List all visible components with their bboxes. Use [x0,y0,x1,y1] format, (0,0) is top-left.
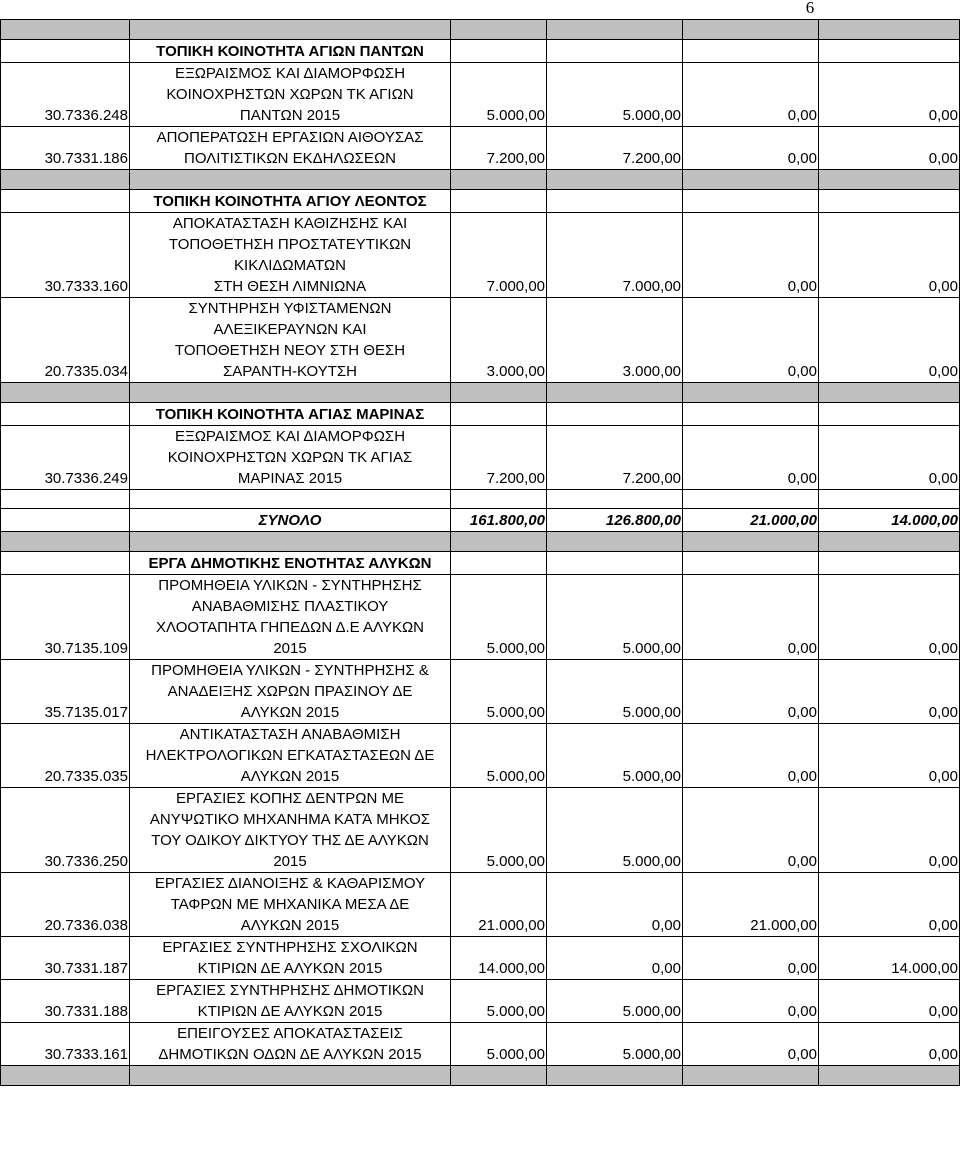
budget-item-row [1,63,960,127]
budget-table [0,19,960,1086]
budget-item-row [1,937,960,980]
account-code: 30.7331.186 [1,127,130,170]
amount-1: 21.000,00 [451,873,547,937]
account-code: 20.7335.035 [1,724,130,788]
empty-cell [683,190,819,213]
item-description [130,426,451,490]
separator-row [1,1066,960,1086]
amount-2: 7.000,00 [547,213,683,298]
total-amount-1: 161.800,00 [451,509,547,532]
budget-table-body [1,20,960,1086]
account-code: 20.7335.034 [1,298,130,383]
empty-cell [547,1066,683,1086]
description-line: ΕΡΓΑΣΙΕΣ ΣΥΝΤΗΡΗΣΗΣ ΣΧΟΛΙΚΩΝ [162,939,418,956]
page-number: 6 [805,0,815,17]
budget-item-row [1,213,960,298]
amount-4: 0,00 [819,873,960,937]
item-description [130,298,451,383]
amount-3: 0,00 [683,575,819,660]
amount-4: 14.000,00 [819,937,960,980]
amount-2: 5.000,00 [547,788,683,873]
empty-cell [451,40,547,63]
description-line: ΑΝΥΨΩΤΙΚΟ ΜΗΧΑΝΗΜΑ ΚΑΤΆ ΜΗΚΟΣ [149,811,431,828]
account-code: 30.7336.250 [1,788,130,873]
account-code: 30.7333.160 [1,213,130,298]
section-header-row [1,190,960,213]
description-line: ΔΗΜΟΤΙΚΩΝ ΟΔΩΝ ΔΕ ΑΛΥΚΩΝ 2015 [158,1046,422,1063]
amount-2: 5.000,00 [547,575,683,660]
amount-1: 5.000,00 [451,788,547,873]
budget-item-row [1,298,960,383]
empty-cell [683,20,819,40]
blank-row [1,490,960,509]
empty-cell [819,40,960,63]
amount-2: 7.200,00 [547,426,683,490]
description-line: ΕΞΩΡΑΙΣΜΟΣ ΚΑΙ ΔΙΑΜΟΡΦΩΣΗ [174,65,406,82]
empty-cell [547,190,683,213]
amount-1: 5.000,00 [451,980,547,1023]
description-line: ΣΑΡΑΝΤΗ-ΚΟΥΤΣΗ [223,363,357,380]
total-amount-2: 126.800,00 [547,509,683,532]
empty-cell [683,552,819,575]
empty-cell [819,190,960,213]
description-line: ΠΡΟΜΗΘΕΙΑ ΥΛΙΚΩΝ - ΣΥΝΤΗΡΗΣΗΣ & [151,662,429,679]
item-description [130,1023,451,1066]
amount-4: 0,00 [819,980,960,1023]
empty-cell [547,490,683,509]
empty-cell [130,20,451,40]
amount-3: 0,00 [683,1023,819,1066]
amount-2: 5.000,00 [547,724,683,788]
amount-3: 0,00 [683,127,819,170]
separator-row [1,532,960,552]
budget-item-row [1,426,960,490]
amount-1: 7.200,00 [451,426,547,490]
description-line: ΗΛΕΚΤΡΟΛΟΓΙΚΩΝ ΕΓΚΑΤΑΣΤΑΣΕΩΝ ΔΕ [145,747,435,764]
empty-cell [1,20,130,40]
account-code: 30.7331.188 [1,980,130,1023]
empty-cell [1,1066,130,1086]
description-line: ΑΝΑΔΕΙΞΗΣ ΧΩΡΩΝ ΠΡΑΣΙΝΟΥ ΔΕ [167,683,413,700]
empty-cell [1,552,130,575]
description-line: ΑΝΤΙΚΑΤΑΣΤΑΣΗ ΑΝΑΒΑΘΜΙΣΗ [179,726,401,743]
empty-cell [451,1066,547,1086]
amount-2: 5.000,00 [547,660,683,724]
budget-item-row [1,724,960,788]
description-line: ΣΥΝΤΗΡΗΣΗ ΥΦΙΣΤΑΜΕΝΩΝ [188,300,392,317]
section-title: ΤΟΠΙΚΗ ΚΟΙΝΟΤΗΤΑ ΑΓΙΩΝ ΠΑΝΤΩΝ [130,40,451,63]
account-code: 20.7336.038 [1,873,130,937]
item-description [130,127,451,170]
amount-3: 0,00 [683,426,819,490]
item-description [130,213,451,298]
amount-4: 0,00 [819,724,960,788]
empty-cell [683,532,819,552]
amount-1: 5.000,00 [451,660,547,724]
description-line: ΧΛΟΟΤΑΠΗΤΑ ΓΗΠΕΔΩΝ Δ.Ε ΑΛΥΚΩΝ [156,619,424,636]
amount-4: 0,00 [819,426,960,490]
account-code: 30.7135.109 [1,575,130,660]
total-label: ΣΥΝΟΛΟ [130,509,451,532]
amount-2: 5.000,00 [547,1023,683,1066]
description-line: ΑΝΑΒΑΘΜΙΣΗΣ ΠΛΑΣΤΙΚΟΥ [191,598,389,615]
empty-cell [683,383,819,403]
amount-4: 0,00 [819,575,960,660]
empty-cell [451,170,547,190]
empty-cell [819,403,960,426]
amount-4: 0,00 [819,788,960,873]
description-line: ΑΛΕΞΙΚΕΡΑΥΝΩΝ ΚΑΙ [213,321,367,338]
empty-cell [1,40,130,63]
description-line: ΚΟΙΝΟΧΡΗΣΤΩΝ ΧΩΡΩΝ ΤΚ ΑΓΙΩΝ [166,86,414,103]
item-description [130,788,451,873]
budget-item-row [1,873,960,937]
description-line: ΕΡΓΑΣΙΕΣ ΚΟΠΗΣ ΔΕΝΤΡΩΝ ΜΕ [175,790,404,807]
empty-cell [683,1066,819,1086]
description-line: ΚΤΙΡΙΩΝ ΔΕ ΑΛΥΚΩΝ 2015 [197,1003,383,1020]
empty-cell [819,383,960,403]
amount-1: 14.000,00 [451,937,547,980]
budget-item-row [1,1023,960,1066]
empty-cell [451,20,547,40]
section-title: ΤΟΠΙΚΗ ΚΟΙΝΟΤΗΤΑ ΑΓΙΟΥ ΛΕΟΝΤΟΣ [130,190,451,213]
description-line: ΤΟΥ ΟΔΙΚΟΥ ΔΙΚΤΥΟΥ ΤΗΣ ΔΕ ΑΛΥΚΩΝ [151,832,429,849]
amount-3: 0,00 [683,788,819,873]
amount-3: 0,00 [683,937,819,980]
empty-cell [451,552,547,575]
item-description [130,873,451,937]
empty-cell [819,1066,960,1086]
empty-cell [819,552,960,575]
amount-1: 3.000,00 [451,298,547,383]
separator-row [1,170,960,190]
empty-cell [1,403,130,426]
account-code: 30.7336.249 [1,426,130,490]
section-header-row [1,40,960,63]
description-line: ΑΠΟΠΕΡΑΤΩΣΗ ΕΡΓΑΣΙΩΝ ΑΙΘΟΥΣΑΣ [156,129,424,146]
amount-1: 5.000,00 [451,1023,547,1066]
description-line: ΤΟΠΟΘΕΤΗΣΗ ΝΕΟΥ ΣΤΗ ΘΕΣΗ [174,342,406,359]
description-line: ΠΡΟΜΗΘΕΙΑ ΥΛΙΚΩΝ - ΣΥΝΤΗΡΗΣΗΣ [158,577,422,594]
amount-2: 5.000,00 [547,980,683,1023]
empty-cell [1,383,130,403]
section-title: ΕΡΓΑ ΔΗΜΟΤΙΚΗΣ ΕΝΟΤΗΤΑΣ ΑΛΥΚΩΝ [130,552,451,575]
description-line: ΕΡΓΑΣΙΕΣ ΣΥΝΤΗΡΗΣΗΣ ΔΗΜΟΤΙΚΩΝ [156,982,424,999]
item-description [130,63,451,127]
empty-cell [819,20,960,40]
total-amount-4: 14.000,00 [819,509,960,532]
description-line: ΕΡΓΑΣΙΕΣ ΔΙΑΝΟΙΞΗΣ & ΚΑΘΑΡΙΣΜΟΥ [154,875,426,892]
item-description [130,575,451,660]
empty-cell [1,190,130,213]
description-line: ΚΤΙΡΙΩΝ ΔΕ ΑΛΥΚΩΝ 2015 [197,960,383,977]
empty-cell [1,490,130,509]
amount-3: 0,00 [683,213,819,298]
amount-2: 7.200,00 [547,127,683,170]
amount-2: 0,00 [547,873,683,937]
empty-cell [547,40,683,63]
item-description [130,980,451,1023]
description-line: ΕΞΩΡΑΙΣΜΟΣ ΚΑΙ ΔΙΑΜΟΡΦΩΣΗ [174,428,406,445]
empty-cell [683,170,819,190]
section-title: ΤΟΠΙΚΗ ΚΟΙΝΟΤΗΤΑ ΑΓΙΑΣ ΜΑΡΙΝΑΣ [130,403,451,426]
empty-cell [130,490,451,509]
description-line: 2015 [273,640,307,657]
account-code: 30.7333.161 [1,1023,130,1066]
separator-row [1,383,960,403]
empty-cell [683,40,819,63]
amount-3: 21.000,00 [683,873,819,937]
description-line: ΤΑΦΡΩΝ ΜΕ ΜΗΧΑΝΙΚΑ ΜΕΣΑ ΔΕ [170,896,410,913]
amount-3: 0,00 [683,63,819,127]
empty-cell [547,403,683,426]
empty-cell [130,170,451,190]
description-line: ΑΛΥΚΩΝ 2015 [240,704,340,721]
empty-cell [1,509,130,532]
amount-3: 0,00 [683,660,819,724]
account-code: 30.7331.187 [1,937,130,980]
amount-4: 0,00 [819,63,960,127]
description-line: ΠΟΛΙΤΙΣΤΙΚΩΝ ΕΚΔΗΛΩΣΕΩΝ [184,150,396,167]
empty-cell [451,490,547,509]
empty-cell [547,383,683,403]
budget-item-row [1,980,960,1023]
description-line: ΚΙΚΛΙΔΩΜΑΤΩΝ [234,257,346,274]
empty-cell [819,490,960,509]
section-header-row [1,552,960,575]
description-line: ΑΛΥΚΩΝ 2015 [240,917,340,934]
amount-4: 0,00 [819,127,960,170]
amount-1: 7.200,00 [451,127,547,170]
description-line: ΚΟΙΝΟΧΡΗΣΤΩΝ ΧΩΡΩΝ ΤΚ ΑΓΙΑΣ [167,449,413,466]
account-code: 35.7135.017 [1,660,130,724]
amount-4: 0,00 [819,298,960,383]
empty-cell [547,170,683,190]
empty-cell [1,532,130,552]
item-description [130,660,451,724]
empty-cell [451,403,547,426]
total-row [1,509,960,532]
empty-cell [451,190,547,213]
item-description [130,937,451,980]
total-amount-3: 21.000,00 [683,509,819,532]
description-line: ΑΛΥΚΩΝ 2015 [240,768,340,785]
amount-4: 0,00 [819,213,960,298]
item-description [130,724,451,788]
empty-cell [683,490,819,509]
amount-1: 7.000,00 [451,213,547,298]
amount-3: 0,00 [683,980,819,1023]
budget-item-row [1,127,960,170]
amount-1: 5.000,00 [451,724,547,788]
budget-item-row [1,788,960,873]
description-line: ΕΠΕΙΓΟΥΣΕΣ ΑΠΟΚΑΤΑΣΤΑΣΕΙΣ [177,1025,403,1042]
empty-cell [1,170,130,190]
amount-3: 0,00 [683,724,819,788]
description-line: ΤΟΠΟΘΕΤΗΣΗ ΠΡΟΣΤΑΤΕΥΤΙΚΩΝ [168,236,412,253]
amount-4: 0,00 [819,660,960,724]
description-line: ΑΠΟΚΑΤΑΣΤΑΣΗ ΚΑΘΙΖΗΣΗΣ ΚΑΙ [172,215,408,232]
amount-2: 0,00 [547,937,683,980]
empty-cell [547,552,683,575]
description-line: ΣΤΗ ΘΕΣΗ ΛΙΜΝΙΩΝΑ [213,278,367,295]
amount-1: 5.000,00 [451,575,547,660]
empty-cell [451,532,547,552]
amount-4: 0,00 [819,1023,960,1066]
empty-cell [819,170,960,190]
description-line: ΜΑΡΙΝΑΣ 2015 [237,470,343,487]
empty-cell [819,532,960,552]
empty-cell [130,1066,451,1086]
amount-2: 5.000,00 [547,63,683,127]
description-line: 2015 [273,853,307,870]
account-code: 30.7336.248 [1,63,130,127]
amount-3: 0,00 [683,298,819,383]
budget-item-row [1,575,960,660]
empty-cell [683,403,819,426]
empty-cell [547,20,683,40]
budget-item-row [1,660,960,724]
amount-1: 5.000,00 [451,63,547,127]
empty-cell [130,383,451,403]
amount-2: 3.000,00 [547,298,683,383]
description-line: ΠΑΝΤΩΝ 2015 [239,107,341,124]
empty-cell [547,532,683,552]
empty-cell [130,532,451,552]
section-header-row [1,403,960,426]
separator-row [1,20,960,40]
empty-cell [451,383,547,403]
